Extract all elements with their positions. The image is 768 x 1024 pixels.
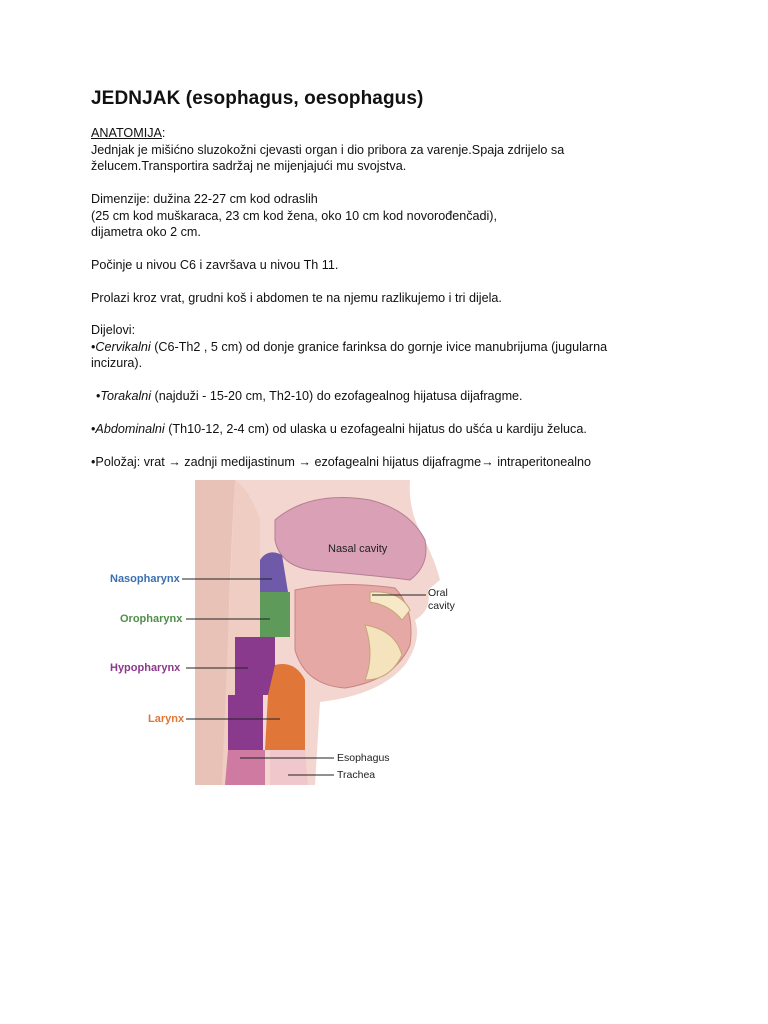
dimension-line-2: (25 cm kod muškaraca, 23 cm kod žena, oko 10 cm kod novorođenčadi), (91, 208, 498, 223)
bullet: • (91, 455, 96, 469)
esophagus-upper-region (228, 695, 263, 750)
position-text: Položaj: vrat → zadnji medijastinum → ezofagealni hijatus dijafragme→ intraperitonealno (95, 455, 592, 469)
label-oral-cavity-1: Oral (428, 587, 448, 599)
bullet: • (91, 339, 96, 354)
anatomy-section (91, 125, 691, 175)
begins-text: Počinje u nivou C6 i završava u nivou Th 11. (91, 258, 339, 272)
part-abdominal-name: Abdominalni (95, 422, 165, 436)
part-thoracic-name: Torakalni (100, 389, 152, 403)
part-abdominal-line (91, 421, 691, 438)
part-abdominal-text: (Th10-12, 2-4 cm) od ulaska u ezofagealni hijatus do ušća u kardiju želuca. (164, 422, 587, 436)
bullet: • (96, 389, 101, 403)
passes-text: Prolazi kroz vrat, grudni koš i abdomen te na njemu razlikujemo i tri dijela. (91, 291, 502, 305)
part-thoracic (96, 388, 696, 405)
part-thoracic-line (96, 388, 696, 405)
label-trachea: Trachea (337, 769, 376, 781)
intro-line-2: želucem.Transportira sadržaj ne mijenjajući mu svojstva. (91, 159, 407, 173)
label-esophagus: Esophagus (337, 752, 390, 764)
esophagus-region (225, 750, 265, 785)
parts-section (91, 322, 691, 372)
part-cervical-line-2: incizura). (91, 356, 143, 370)
trachea-region (270, 750, 308, 785)
label-nasal-cavity: Nasal cavity (328, 543, 388, 555)
label-oral-cavity-2: cavity (428, 600, 455, 612)
label-larynx: Larynx (148, 713, 185, 725)
position-paragraph (91, 454, 691, 471)
part-thoracic-text: (najduži - 15-20 cm, Th2-10) do ezofagealnog hijatusa dijafragme. (151, 389, 523, 403)
passes-paragraph (91, 290, 691, 307)
bullet: • (91, 422, 96, 436)
part-cervical-name: Cervikalni (95, 339, 151, 354)
hypopharynx-region (235, 637, 275, 695)
label-oropharynx: Oropharynx (120, 613, 183, 625)
parts-heading: Dijelovi: (91, 323, 136, 337)
begins-paragraph (91, 257, 691, 274)
part-abdominal (91, 421, 691, 438)
anatomy-heading-colon: : (161, 126, 166, 140)
pharynx-anatomy-figure (110, 480, 455, 785)
part-cervical-text: (C6-Th2 , 5 cm) od donje granice farinksa do gornje ivice manubrijuma (jugularna (150, 339, 608, 354)
label-hypopharynx: Hypopharynx (110, 662, 181, 674)
dimension-line-1: Dimenzije: dužina 22-27 cm kod odraslih (91, 192, 318, 206)
part-cervical-line-1 (91, 339, 691, 356)
dimensions-section (91, 191, 691, 241)
label-nasopharynx: Nasopharynx (110, 573, 180, 585)
intro-line-1: Jednjak je mišićno sluzokožni cjevasti organ i dio pribora za varenje.Spaja zdrijelo sa (91, 142, 565, 157)
anatomy-heading-line (91, 125, 691, 142)
dimension-line-3: dijametra oko 2 cm. (91, 225, 201, 239)
position-line (91, 454, 691, 471)
oropharynx-region (260, 592, 290, 637)
anatomy-heading: ANATOMIJA (91, 126, 162, 140)
document-title: JEDNJAK (esophagus, oesophagus) (91, 88, 424, 109)
